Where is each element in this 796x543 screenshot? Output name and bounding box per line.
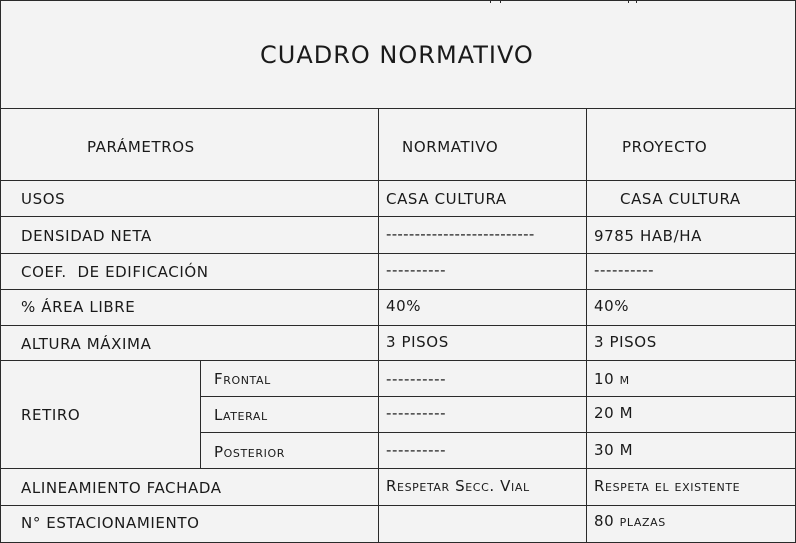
row-label-alineamiento: ALINEAMIENTO FACHADA: [21, 479, 222, 497]
border-top: [0, 0, 796, 1]
row-line: [0, 253, 796, 254]
col-line: [378, 108, 379, 543]
cell-proyecto-coef: ----------: [594, 261, 655, 279]
row-label-altura: ALTURA MÁXIMA: [21, 335, 152, 353]
header-proyecto: PROYECTO: [622, 138, 708, 156]
sub-label-frontal: Frontal: [214, 370, 271, 388]
cell-proyecto-posterior: 30 M: [594, 441, 634, 459]
cell-proyecto-area-libre: 40%: [594, 297, 630, 315]
header-normativo: NORMATIVO: [402, 138, 499, 156]
col-line: [200, 360, 201, 468]
row-line: [0, 360, 796, 361]
cell-normativo-frontal: ----------: [386, 370, 447, 388]
cell-proyecto-alineamiento: Respeta el existente: [594, 477, 741, 495]
row-line: [0, 505, 796, 506]
sub-label-lateral: Lateral: [214, 406, 268, 424]
row-label-coef: COEF. DE EDIFICACIÓN: [21, 263, 209, 281]
cell-proyecto-usos: CASA CULTURA: [620, 190, 741, 208]
cell-normativo-densidad: --------------------------: [386, 225, 535, 243]
cell-normativo-usos: CASA CULTURA: [386, 190, 507, 208]
cell-normativo-alineamiento: Respetar Secc. Vial: [386, 477, 530, 495]
cell-proyecto-frontal: 10 m: [594, 370, 630, 388]
row-line: [0, 108, 796, 109]
header-parametros: PARÁMETROS: [87, 138, 195, 156]
row-line: [0, 325, 796, 326]
row-label-retiro: RETIRO: [21, 406, 81, 424]
table-title: CUADRO NORMATIVO: [260, 41, 534, 69]
row-label-estacionamiento: N° ESTACIONAMIENTO: [21, 514, 200, 532]
cell-proyecto-estacionamiento: 80 plazas: [594, 512, 666, 530]
cell-normativo-area-libre: 40%: [386, 297, 422, 315]
cell-proyecto-lateral: 20 M: [594, 404, 634, 422]
row-line: [0, 216, 796, 217]
sub-label-posterior: Posterior: [214, 443, 285, 461]
col-line: [586, 108, 587, 543]
cell-proyecto-densidad: 9785 HAB/HA: [594, 227, 702, 245]
cell-normativo-coef: ----------: [386, 261, 447, 279]
border-left: [0, 0, 1, 543]
cell-normativo-altura: 3 PISOS: [386, 333, 449, 351]
cell-normativo-lateral: ----------: [386, 404, 447, 422]
row-line: [200, 432, 796, 433]
row-label-area-libre: % ÁREA LIBRE: [21, 298, 136, 316]
row-line: [200, 396, 796, 397]
row-label-usos: USOS: [21, 190, 66, 208]
cell-proyecto-altura: 3 PISOS: [594, 333, 657, 351]
cell-normativo-posterior: ----------: [386, 441, 447, 459]
row-line: [0, 180, 796, 181]
row-line: [0, 289, 796, 290]
row-label-densidad: DENSIDAD NETA: [21, 227, 152, 245]
row-line: [0, 468, 796, 469]
